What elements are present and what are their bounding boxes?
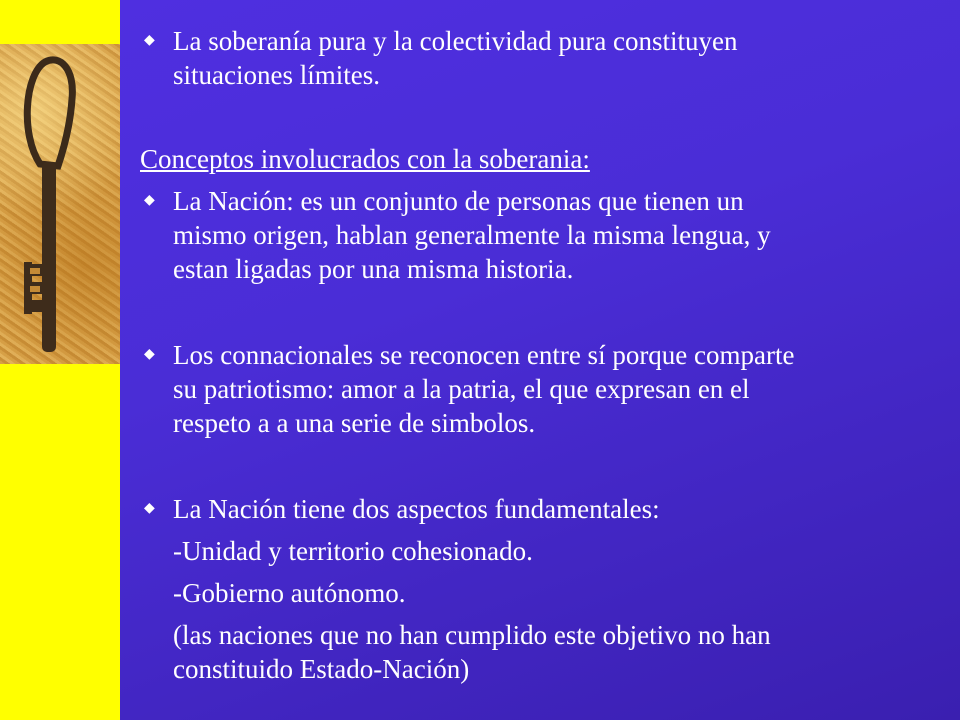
diamond-bullet-icon: ◆	[144, 501, 155, 516]
bullet2-line1: La Nación: es un conjunto de personas que tienen un	[173, 186, 744, 216]
bullet3-line2: su patriotismo: amor a la patria, el que expresan en el	[173, 374, 750, 404]
key-icon	[0, 44, 120, 364]
sub-line-2: -Gobierno autónomo.	[173, 578, 406, 608]
section-heading: Conceptos involucrados con la soberania:	[140, 144, 590, 174]
diamond-bullet-icon: ◆	[144, 347, 155, 362]
bullet1-line1: La soberanía pura y la colectividad pura constituyen	[173, 26, 738, 56]
bullet4-line1: La Nación tiene dos aspectos fundamentales:	[173, 494, 660, 524]
sub-line-1: -Unidad y territorio cohesionado.	[173, 536, 533, 566]
key-image	[0, 44, 120, 364]
sub-line-4: constituido Estado-Nación)	[173, 654, 470, 684]
slide-content	[120, 0, 960, 720]
bullet3-line1: Los connacionales se reconocen entre sí porque comparte	[173, 340, 795, 370]
bullet3-line3: respeto a a una serie de simbolos.	[173, 408, 536, 438]
sub-line-3: (las naciones que no han cumplido este objetivo no han	[173, 620, 771, 650]
bullet2-line3: estan ligadas por una misma historia.	[173, 254, 574, 284]
diamond-bullet-icon: ◆	[144, 33, 155, 48]
sidebar	[0, 0, 120, 720]
diamond-bullet-icon: ◆	[144, 193, 155, 208]
bullet1-line2: situaciones límites.	[173, 60, 380, 90]
bullet2-line2: mismo origen, hablan generalmente la misma lengua, y	[173, 220, 771, 250]
